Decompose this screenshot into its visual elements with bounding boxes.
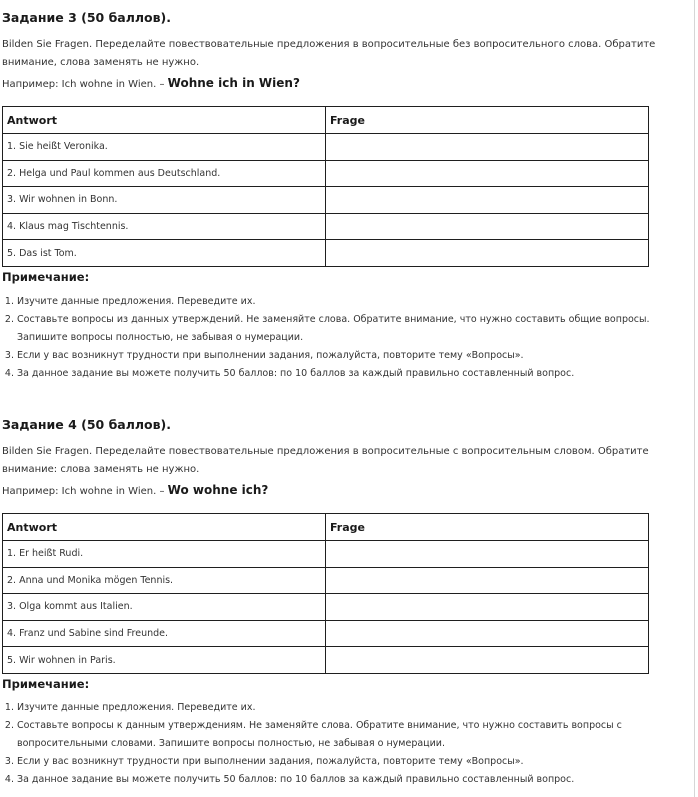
answer-cell: 4. Klaus mag Tischtennis.: [3, 213, 326, 240]
question-cell[interactable]: [326, 134, 649, 161]
task3-title: Задание 3 (50 баллов).: [2, 10, 172, 25]
task4-table: [2, 513, 649, 674]
answer-cell: 5. Das ist Tom.: [3, 240, 326, 267]
note-item: 2. Составьте вопросы к данным утверждениям. Не заменяйте слова. Обратите внимание, что нужно составить вопросы с вопросительными словами. Запишите вопросы полностью, не забывая о нумерации.: [17, 717, 660, 753]
table-row: [3, 240, 649, 267]
task4-notes: [0, 699, 660, 789]
task4-section: [0, 414, 690, 503]
task3-notes: [0, 293, 660, 383]
task4-instruction: Bilden Sie Fragen. Переделайте повествовательные предложения в вопросительные с вопросительным словом. Обратите внимание: слова заменять не нужно.: [2, 446, 649, 475]
task3-note-title: Примечание:: [2, 270, 90, 284]
question-cell[interactable]: [326, 187, 649, 214]
question-cell[interactable]: [326, 213, 649, 240]
table-row: [3, 594, 649, 621]
question-cell[interactable]: [326, 160, 649, 187]
task3-example-prefix: Например: Ich wohne in Wien. –: [2, 79, 168, 90]
answer-cell: 1. Sie heißt Veronika.: [3, 134, 326, 161]
table-row: [3, 567, 649, 594]
task3-example: [0, 72, 690, 96]
table-header-row: [3, 107, 649, 134]
column-header-antwort: Antwort: [3, 514, 326, 541]
table-row: [3, 647, 649, 674]
question-cell[interactable]: [326, 240, 649, 267]
table-row: [3, 541, 649, 568]
task4-example-answer: Wo wohne ich?: [167, 483, 269, 497]
task3-example-answer: Wohne ich in Wien?: [167, 76, 300, 90]
answer-cell: 3. Wir wohnen in Bonn.: [3, 187, 326, 214]
note-item: 1. Изучите данные предложения. Переведите их.: [17, 293, 660, 311]
answer-cell: 1. Er heißt Rudi.: [3, 541, 326, 568]
task4-example: [0, 479, 690, 503]
note-item: 3. Если у вас возникнут трудности при выполнении задания, пожалуйста, повторите тему «Вопросы».: [17, 753, 660, 771]
table-row: [3, 213, 649, 240]
answer-cell: 2. Anna und Monika mögen Tennis.: [3, 567, 326, 594]
answer-cell: 2. Helga und Paul kommen aus Deutschland.: [3, 160, 326, 187]
column-header-antwort: Antwort: [3, 107, 326, 134]
question-cell[interactable]: [326, 541, 649, 568]
answer-cell: 4. Franz und Sabine sind Freunde.: [3, 620, 326, 647]
note-item: 4. За данное задание вы можете получить 50 баллов: по 10 баллов за каждый правильно составленный вопрос.: [17, 771, 660, 789]
task4-title: Задание 4 (50 баллов).: [2, 417, 172, 432]
note-item: 2. Составьте вопросы из данных утверждений. Не заменяйте слова. Обратите внимание, что нужно составить общие вопросы. Запишите вопросы полностью, не забывая о нумерации.: [17, 311, 660, 347]
answer-cell: 5. Wir wohnen in Paris.: [3, 647, 326, 674]
question-cell[interactable]: [326, 594, 649, 621]
task4-example-prefix: Например: Ich wohne in Wien. –: [2, 486, 168, 497]
task3-table: [2, 106, 649, 267]
table-row: [3, 187, 649, 214]
note-item: 4. За данное задание вы можете получить 50 баллов: по 10 баллов за каждый правильно составленный вопрос.: [17, 365, 660, 383]
task4-note-title: Примечание:: [2, 677, 90, 691]
note-item: 3. Если у вас возникнут трудности при выполнении задания, пожалуйста, повторите тему «Вопросы».: [17, 347, 660, 365]
column-header-frage: Frage: [326, 107, 649, 134]
note-item: 1. Изучите данные предложения. Переведите их.: [17, 699, 660, 717]
answer-cell: 3. Olga kommt aus Italien.: [3, 594, 326, 621]
column-header-frage: Frage: [326, 514, 649, 541]
table-header-row: [3, 514, 649, 541]
table-row: [3, 620, 649, 647]
question-cell[interactable]: [326, 567, 649, 594]
task3-instruction: Bilden Sie Fragen. Переделайте повествовательные предложения в вопросительные без вопросительного слова. Обратите внимание, слова заменять не нужно.: [2, 39, 656, 68]
question-cell[interactable]: [326, 620, 649, 647]
table-row: [3, 134, 649, 161]
question-cell[interactable]: [326, 647, 649, 674]
task3-section: [0, 7, 690, 96]
table-row: [3, 160, 649, 187]
